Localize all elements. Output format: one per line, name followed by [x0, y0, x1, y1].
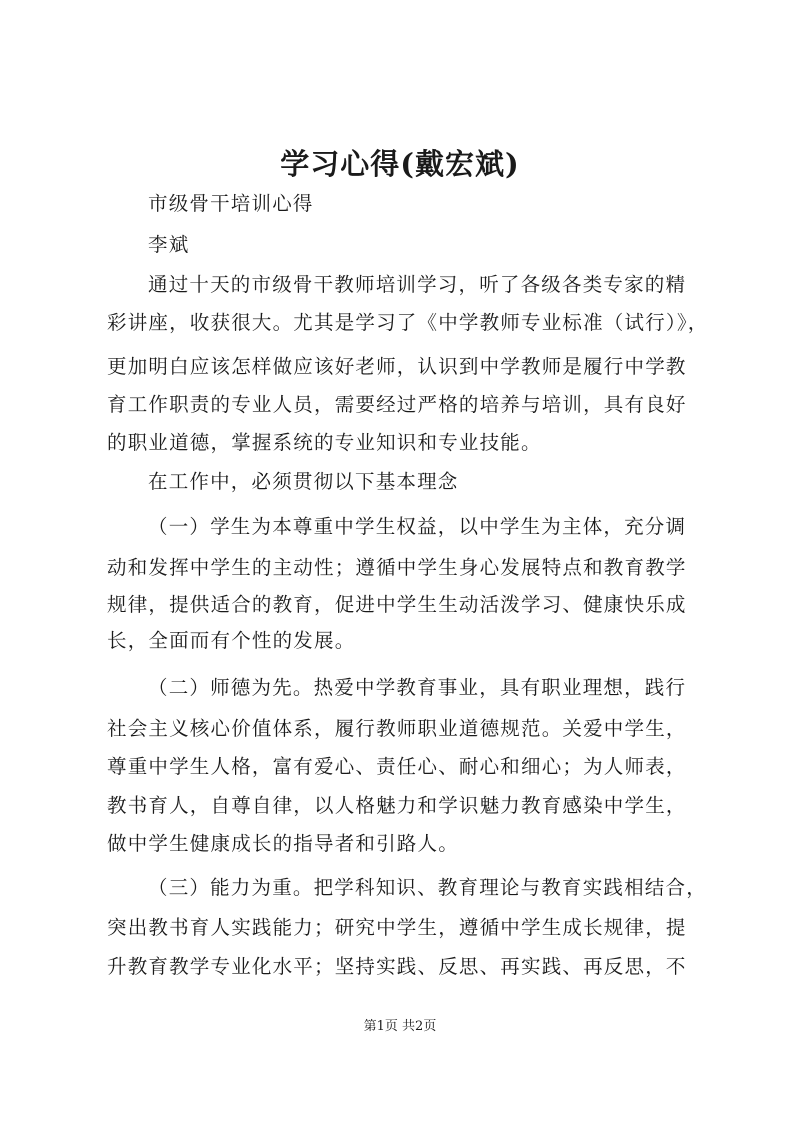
- paragraph-line: 彩讲座，收获很大。尤其是学习了《中学教师专业标准（试行）》，: [107, 311, 709, 334]
- author: 李斌: [148, 233, 190, 256]
- paragraph-line: 在工作中，必须贯彻以下基本理念: [148, 470, 459, 493]
- paragraph-line: 尊重中学生人格，富有爱心、责任心、耐心和细心；为人师表，: [107, 755, 687, 778]
- paragraph-line: 突出教书育人实践能力；研究中学生，遵循中学生成长规律，提: [107, 916, 687, 939]
- paragraph-line: 动和发挥中学生的主动性；遵循中学生身心发展特点和教育教学: [107, 556, 687, 579]
- paragraph-line: （一）学生为本尊重中学生权益，以中学生为主体，充分调: [148, 515, 687, 538]
- paragraph-line: 通过十天的市级骨干教师培训学习，听了各级各类专家的精: [148, 273, 687, 296]
- paragraph-line: （三）能力为重。把学科知识、教育理论与教育实践相结合，: [148, 876, 707, 899]
- document-title: 学习心得(戴宏斌): [280, 147, 520, 181]
- paragraph-line: 的职业道德，掌握系统的专业知识和专业技能。: [107, 431, 542, 454]
- subtitle: 市级骨干培训心得: [148, 192, 314, 215]
- paragraph-line: 长，全面而有个性的发展。: [107, 629, 356, 652]
- page-footer: 第1页 共2页: [363, 1019, 437, 1034]
- paragraph-line: 升教育教学专业化水平；坚持实践、反思、再实践、再反思，不: [107, 955, 687, 978]
- paragraph-line: 做中学生健康成长的指导者和引路人。: [107, 832, 459, 855]
- paragraph-line: 育工作职责的专业人员，需要经过严格的培养与培训，具有良好: [107, 393, 687, 416]
- paragraph-line: 教书育人，自尊自律，以人格魅力和学识魅力教育感染中学生，: [107, 794, 687, 817]
- paragraph-line: 更加明白应该怎样做应该好老师，认识到中学教师是履行中学教: [107, 355, 687, 378]
- paragraph-line: 社会主义核心价值体系，履行教师职业道德规范。关爱中学生，: [107, 717, 687, 740]
- paragraph-line: 规律，提供适合的教育，促进中学生生动活泼学习、健康快乐成: [107, 593, 687, 616]
- paragraph-line: （二）师德为先。热爱中学教育事业，具有职业理想，践行: [148, 676, 687, 699]
